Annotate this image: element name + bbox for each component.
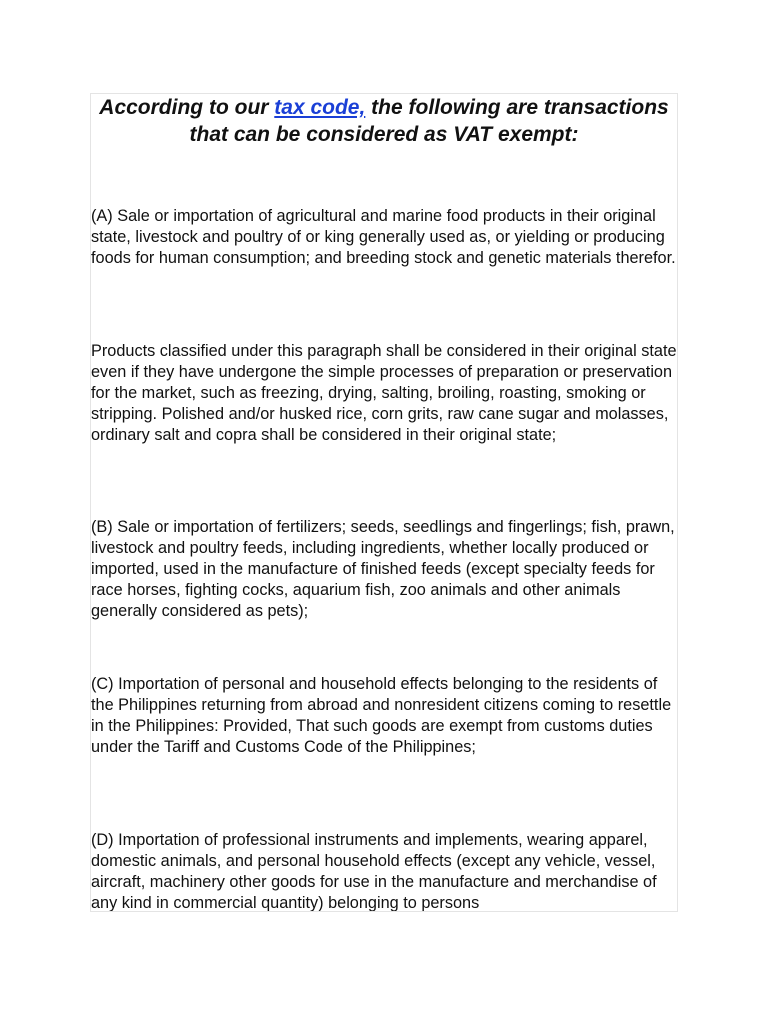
paragraph-a: (A) Sale or importation of agricultural and marine food products in their original state, livestock and poultry of or king generally used as, or yielding or producing foods for human consumption; and breeding stock and genetic materials therefor. (91, 207, 676, 267)
paragraph-d: (D) Importation of professional instruments and implements, wearing apparel, domestic animals, and personal household effects (except any vehicle, vessel, aircraft, machinery other goods for use in the manufacture and merchandise of any kind in commercial quantity) belonging to persons (91, 831, 657, 912)
title-suffix: the following are transactions that can be considered as VAT exempt: (189, 96, 669, 146)
paragraph-a-products: Products classified under this paragraph shall be considered in their original state even if they have undergone the simple processes of preparation or preservation for the market, such as freezing, drying, salting, broiling, roasting, smoking or stripping. Polished and/or husked rice, corn grits, raw cane sugar and molasses, ordinary salt and copra shall be considered in their original state; (91, 342, 677, 444)
paragraph-b: (B) Sale or importation of fertilizers; seeds, seedlings and fingerlings; fish, prawn, livestock and poultry feeds, including ingredients, whether locally produced or imported, used in the manufacture of finished feeds (except specialty feeds for race horses, fighting cocks, aquarium fish, zoo animals and other animals generally considered as pets); (91, 518, 675, 620)
title-prefix: According to our (99, 96, 275, 119)
content-frame (90, 93, 678, 912)
tax-code-link[interactable]: tax code, (274, 96, 366, 119)
paragraph-c: (C) Importation of personal and household effects belonging to the residents of the Philippines returning from abroad and nonresident citizens coming to resettle in the Philippines: Provided, That such goods are exempt from customs duties under the Tariff and Customs Code of the Philippines; (91, 675, 672, 756)
page-title (91, 94, 677, 148)
